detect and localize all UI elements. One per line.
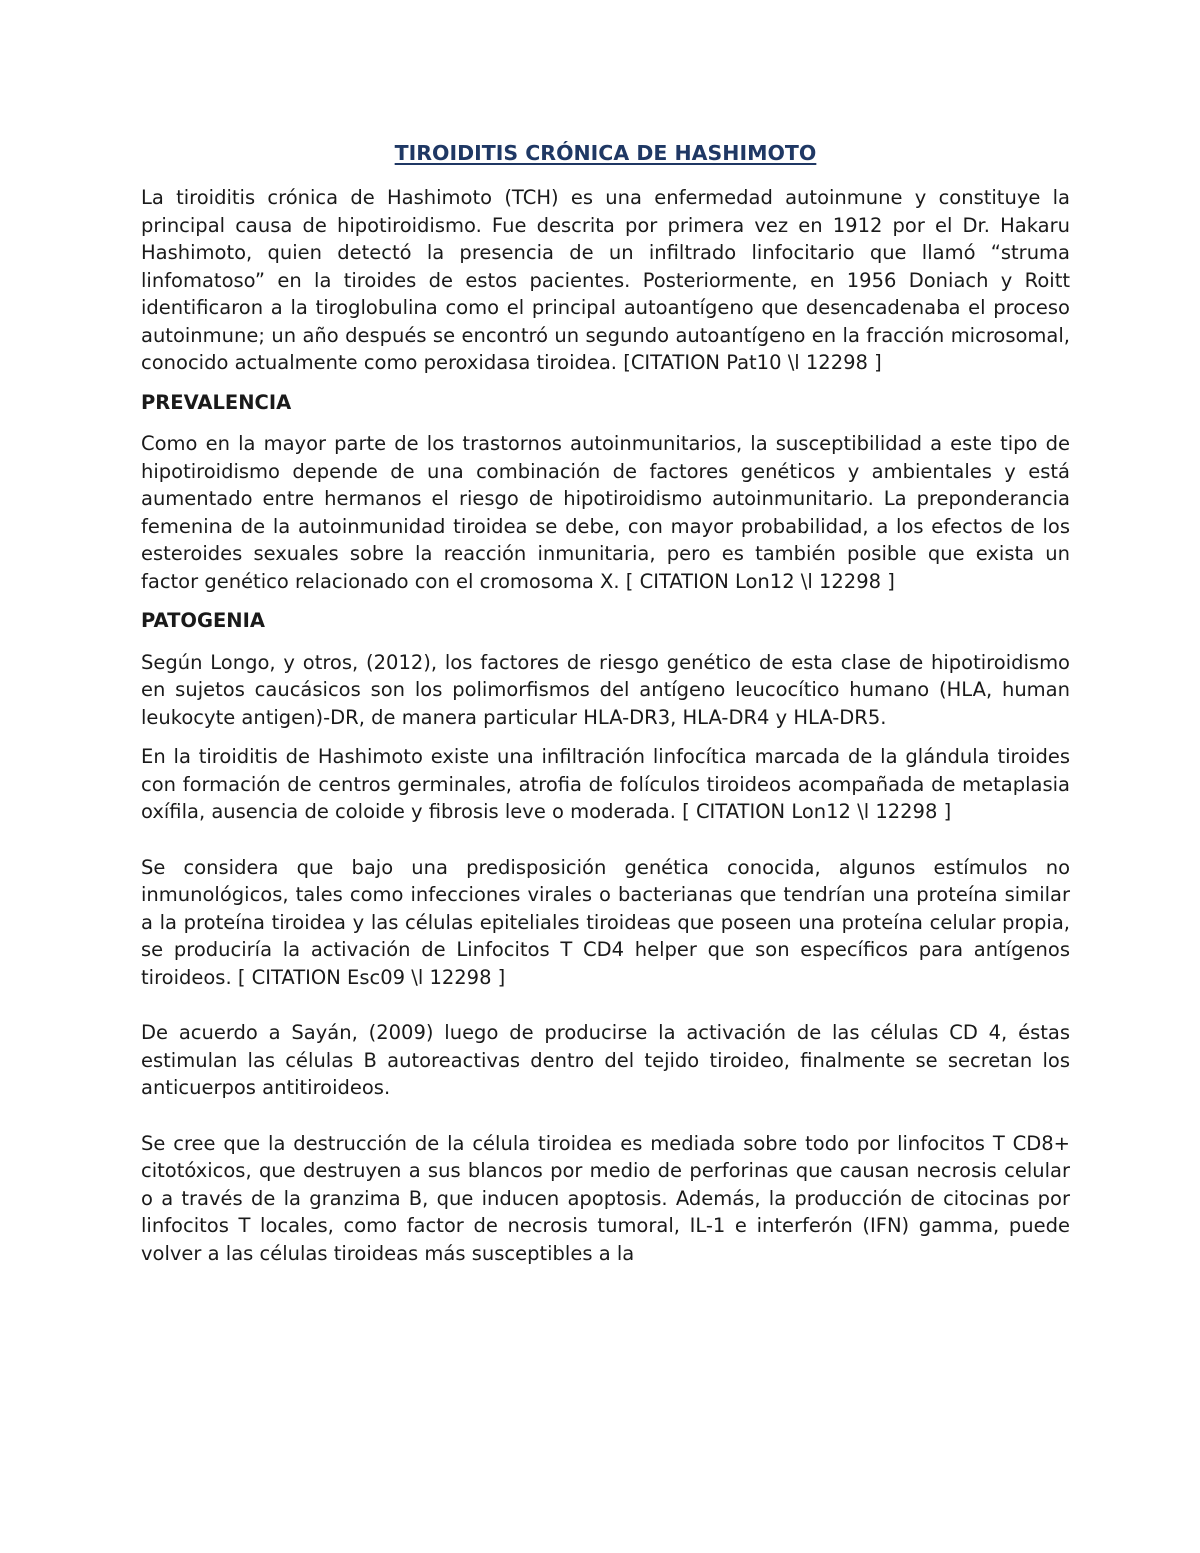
section-heading-prevalencia: PREVALENCIA xyxy=(141,390,292,414)
section-heading-patogenia: PATOGENIA xyxy=(141,609,265,632)
patogenia-paragraph-2: En la tiroiditis de Hashimoto existe una infiltración linfocítica marcada de la glándula tiroides con formación de centros germinales, atrofia de folículos tiroideos acompañada de metaplasia oxífila, ausencia de coloide y fibrosis leve o moderada. [ CITATION Lon12 \l 12298 ] xyxy=(141,745,1070,823)
prevalencia-paragraph: Como en la mayor parte de los trastornos autoinmunitarios, la susceptibilidad a este tipo de hipotiroidismo depende de una combinación de factores genéticos y ambientales y está aumentado entre hermanos el riesgo de hipotiroidismo autoinmunitario. La preponderancia femenina de la autoinmunidad tiroidea se debe, con mayor probabilidad, a los efectos de los esteroides sexuales sobre la reacción inmunitaria, pero es también posible que exista un factor genético relacionado con el cromosoma X. [ CITATION Lon12 \l 12298 ] xyxy=(141,432,1070,593)
document-title: TIROIDITIS CRÓNICA DE HASHIMOTO xyxy=(394,141,817,165)
patogenia-paragraph-1: Según Longo, y otros, (2012), los factores de riesgo genético de esta clase de hipotiroidismo en sujetos caucásicos son los polimorfismos del antígeno leucocítico humano (HLA, human leukocyte antigen)-DR, de manera particular HLA-DR3, HLA-DR4 y HLA-DR5. xyxy=(141,650,1070,729)
patogenia-paragraph-5: Se cree que la destrucción de la célula tiroidea es mediada sobre todo por linfocitos T CD8+ citotóxicos, que destruyen a sus blancos por medio de perforinas que causan necrosis celular o a través de la granzima B, que inducen apoptosis. Además, la producción de citocinas por linfocitos T locales, como factor de necrosis tumoral, IL-1 e interferón (IFN) gamma, puede volver a las células tiroideas más susceptibles a la xyxy=(141,1131,1070,1265)
intro-paragraph: La tiroiditis crónica de Hashimoto (TCH) es una enfermedad autoinmune y constituye la principal causa de hipotiroidismo. Fue descrita por primera vez en 1912 por el Dr. Hakaru Hashimoto, quien detectó la presencia de un infiltrado linfocitario que llamó “struma linfomatoso” en la tiroides de estos pacientes. Posteriormente, en 1956 Doniach y Roitt identificaron a la tiroglobulina como el principal autoantígeno que desencadenaba el proceso autoinmune; un año después se encontró un segundo autoantígeno en la fracción microsomal, conocido actualmente como peroxidasa tiroidea. [CITATION Pat10 \l 12298 ] xyxy=(141,186,1070,374)
document-page xyxy=(141,136,1070,1279)
patogenia-paragraph-3: Se considera que bajo una predisposición genética conocida, algunos estímulos no inmunológicos, tales como infecciones virales o bacterianas que tendrían una proteína similar a la proteína tiroidea y las células epiteliales tiroideas que poseen una proteína celular propia, se produciría la activación de Linfocitos T CD4 helper que son específicos para antígenos tiroideos. [ CITATION Esc09 \l 12298 ] xyxy=(141,855,1070,989)
patogenia-paragraph-4: De acuerdo a Sayán, (2009) luego de producirse la activación de las células CD 4, éstas estimulan las células B autoreactivas dentro del tejido tiroideo, finalmente se secretan los anticuerpos antitiroideos. xyxy=(141,1021,1070,1099)
